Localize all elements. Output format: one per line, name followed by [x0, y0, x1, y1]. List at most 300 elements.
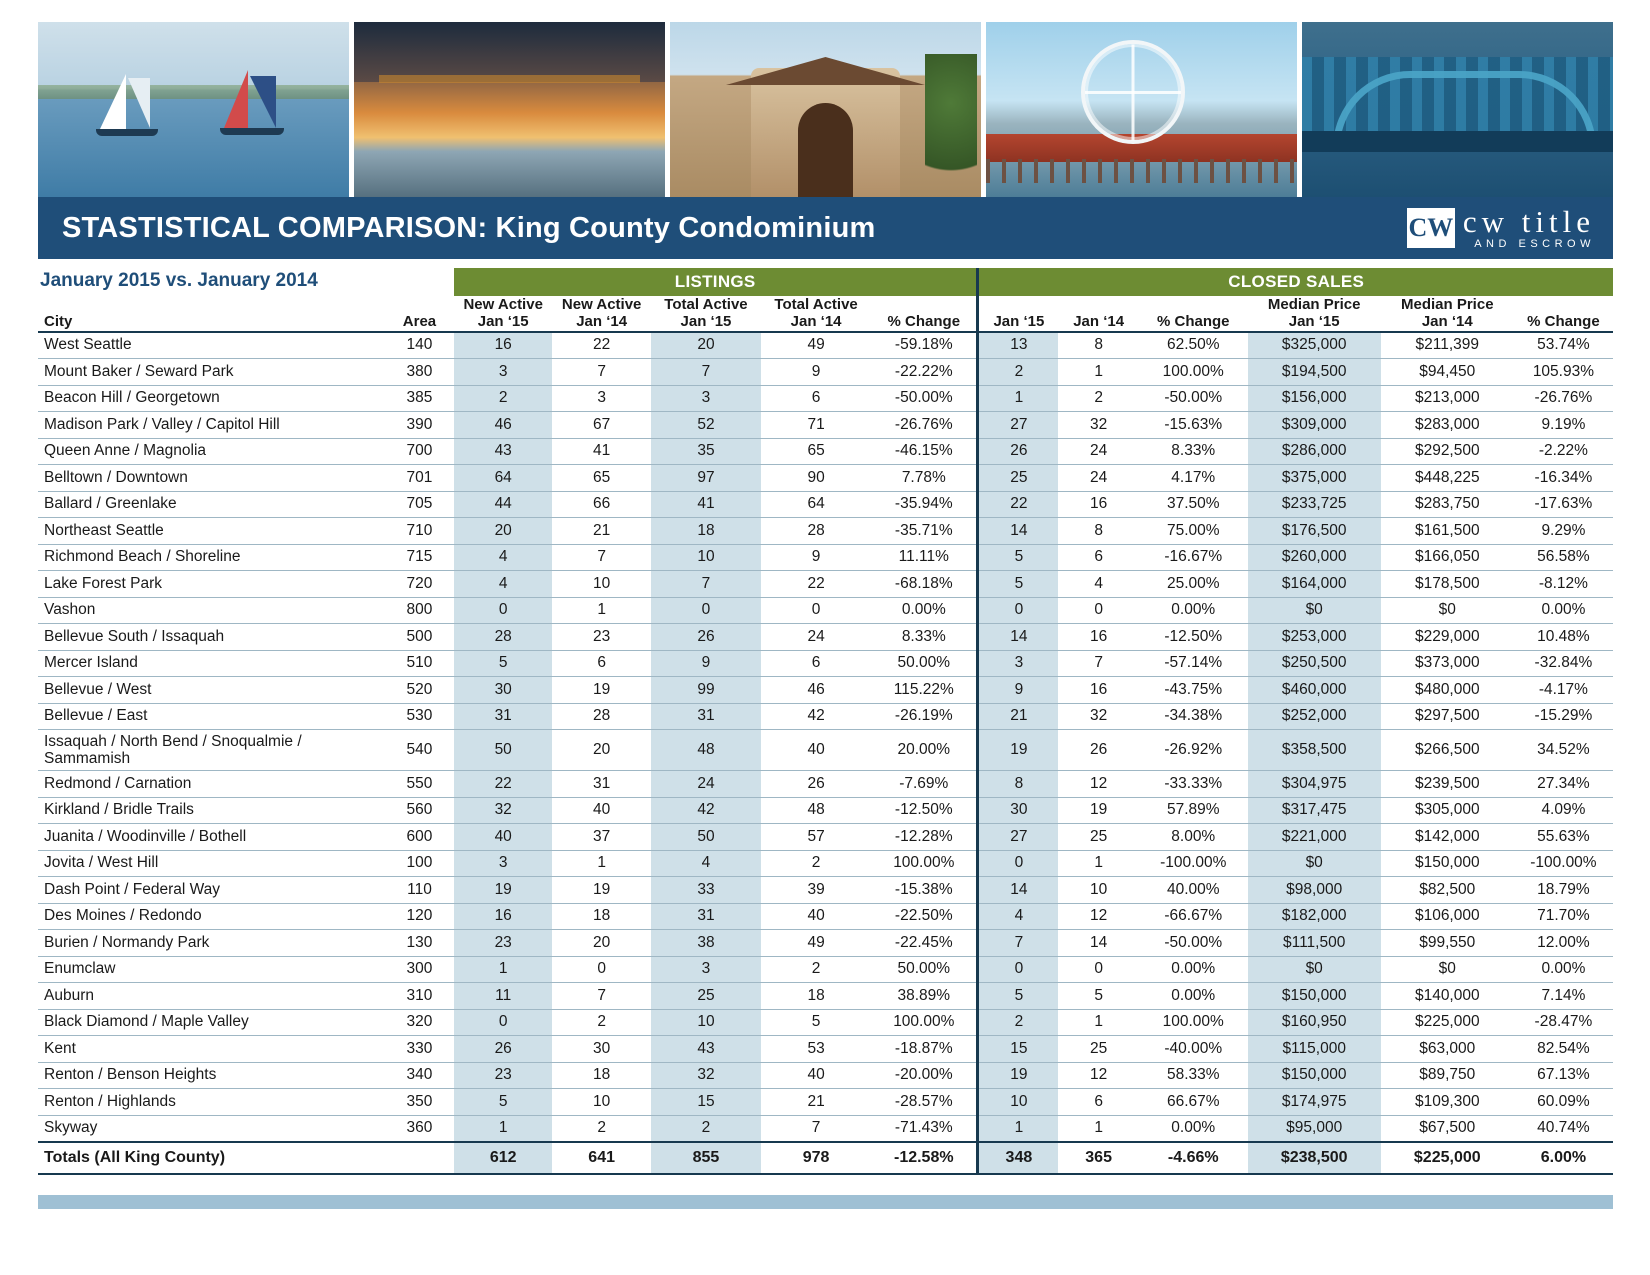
cell-new15: 30	[454, 677, 552, 704]
cell-new14: 30	[552, 1036, 650, 1063]
cell-tot14: 22	[761, 571, 871, 598]
cell-tot14: 6	[761, 385, 871, 412]
cell-tot15: 31	[651, 903, 761, 930]
cell-cs15: 1	[978, 1115, 1059, 1142]
cell-tot15: 35	[651, 438, 761, 465]
cell-tot15: 48	[651, 730, 761, 771]
cell-tot15: 32	[651, 1062, 761, 1089]
cell-cs14: 4	[1058, 571, 1138, 598]
cell-new14: 19	[552, 877, 650, 904]
cell-lchg: -12.28%	[871, 824, 978, 851]
cell-new15: 31	[454, 703, 552, 730]
cell-tot14: 9	[761, 544, 871, 571]
cell-new15: 43	[454, 438, 552, 465]
cell-city: Jovita / West Hill	[38, 850, 385, 877]
cell-tot15: 2	[651, 1115, 761, 1142]
cell-tot14: 21	[761, 1089, 871, 1116]
table-row	[38, 1062, 1613, 1089]
table-row	[38, 597, 1613, 624]
cell-mp15: $460,000	[1248, 677, 1381, 704]
cell-tot15: 33	[651, 877, 761, 904]
footer-band	[38, 1195, 1613, 1209]
table-row	[38, 703, 1613, 730]
house-photo	[670, 22, 981, 197]
cell-mp15: $325,000	[1248, 332, 1381, 359]
colhead-listings-change: % Change	[871, 313, 978, 331]
colhead-closed-15-top	[978, 296, 1059, 313]
cell-new15: 0	[454, 597, 552, 624]
table-row	[38, 385, 1613, 412]
title-bar	[38, 197, 1613, 259]
cell-new14: 7	[552, 544, 650, 571]
cell-mchg: 4.09%	[1514, 797, 1613, 824]
cell-new15: 20	[454, 518, 552, 545]
cell-cchg: -16.67%	[1139, 544, 1248, 571]
cell-mp14: $283,750	[1381, 491, 1514, 518]
cell-city: Juanita / Woodinville / Bothell	[38, 824, 385, 851]
cell-mp15: $260,000	[1248, 544, 1381, 571]
cell-new14: 7	[552, 359, 650, 386]
cell-city: Burien / Normandy Park	[38, 930, 385, 957]
cell-lchg: -18.87%	[871, 1036, 978, 1063]
sail-shape	[224, 70, 248, 128]
sail-shape	[100, 74, 126, 129]
cell-city: Dash Point / Federal Way	[38, 877, 385, 904]
cell-new14: 67	[552, 412, 650, 439]
cell-mp15: $286,000	[1248, 438, 1381, 465]
statistics-table-wrapper	[38, 268, 1613, 1175]
cell-tot14: 0	[761, 597, 871, 624]
cell-new14: 22	[552, 332, 650, 359]
cell-mchg: 82.54%	[1514, 1036, 1613, 1063]
totals-area	[385, 1142, 454, 1174]
totals-new-active-14: 641	[552, 1142, 650, 1174]
cell-cchg: 62.50%	[1139, 332, 1248, 359]
roof-shape	[726, 57, 925, 85]
table-row	[38, 332, 1613, 359]
table-row	[38, 797, 1613, 824]
cell-cs15: 5	[978, 983, 1059, 1010]
table-row	[38, 877, 1613, 904]
cell-mp14: $99,550	[1381, 930, 1514, 957]
cell-cs14: 32	[1058, 412, 1138, 439]
colhead-new-active-14-sub: Jan ‘14	[552, 313, 650, 331]
cell-mp15: $0	[1248, 850, 1381, 877]
cell-new15: 5	[454, 1089, 552, 1116]
cell-cs15: 0	[978, 956, 1059, 983]
cell-mp15: $233,725	[1248, 491, 1381, 518]
cell-cs15: 8	[978, 771, 1059, 798]
cell-tot14: 53	[761, 1036, 871, 1063]
cell-cs14: 32	[1058, 703, 1138, 730]
cell-new15: 0	[454, 1009, 552, 1036]
cell-new15: 23	[454, 930, 552, 957]
cell-cchg: -15.63%	[1139, 412, 1248, 439]
cell-cs15: 0	[978, 597, 1059, 624]
cell-cs14: 6	[1058, 1089, 1138, 1116]
cell-area: 350	[385, 1089, 454, 1116]
cell-mp14: $0	[1381, 597, 1514, 624]
cell-tot14: 48	[761, 797, 871, 824]
cell-cchg: 8.33%	[1139, 438, 1248, 465]
cell-city: Renton / Highlands	[38, 1089, 385, 1116]
cell-new14: 6	[552, 650, 650, 677]
cell-cs15: 5	[978, 544, 1059, 571]
table-row	[38, 359, 1613, 386]
colhead-closed-change: % Change	[1139, 313, 1248, 331]
cell-mchg: 55.63%	[1514, 824, 1613, 851]
cell-cchg: 0.00%	[1139, 1115, 1248, 1142]
sunset-deck-photo	[354, 22, 665, 197]
cell-mp15: $309,000	[1248, 412, 1381, 439]
cell-area: 510	[385, 650, 454, 677]
cell-mp15: $150,000	[1248, 1062, 1381, 1089]
cell-cs14: 1	[1058, 1115, 1138, 1142]
cell-cs14: 12	[1058, 771, 1138, 798]
totals-closed-change: -4.66%	[1139, 1142, 1248, 1174]
cell-mchg: -17.63%	[1514, 491, 1613, 518]
cell-mp14: $106,000	[1381, 903, 1514, 930]
cell-cs14: 2	[1058, 385, 1138, 412]
colhead-median-change-top	[1514, 296, 1613, 313]
cell-area: 390	[385, 412, 454, 439]
cell-cchg: 25.00%	[1139, 571, 1248, 598]
cell-lchg: 11.11%	[871, 544, 978, 571]
colhead-new-active-14: New Active	[561, 296, 642, 313]
group-header-listings: LISTINGS	[454, 268, 978, 296]
cell-mchg: 0.00%	[1514, 956, 1613, 983]
cell-city: Ballard / Greenlake	[38, 491, 385, 518]
cell-lchg: 100.00%	[871, 1009, 978, 1036]
page-title: STASTISTICAL COMPARISON: King County Condominium	[62, 211, 876, 244]
cell-cs14: 12	[1058, 903, 1138, 930]
cell-lchg: -46.15%	[871, 438, 978, 465]
cell-lchg: -28.57%	[871, 1089, 978, 1116]
cell-area: 120	[385, 903, 454, 930]
cell-mp15: $375,000	[1248, 465, 1381, 492]
cell-city: Bellevue / East	[38, 703, 385, 730]
colhead-closed-14: Jan ‘14	[1058, 313, 1138, 331]
cell-area: 360	[385, 1115, 454, 1142]
cell-area: 320	[385, 1009, 454, 1036]
tree-shape	[925, 54, 977, 194]
cell-mp14: $448,225	[1381, 465, 1514, 492]
table-row	[38, 824, 1613, 851]
cell-cs14: 26	[1058, 730, 1138, 771]
cell-lchg: 7.78%	[871, 465, 978, 492]
cell-tot15: 52	[651, 412, 761, 439]
report-subtitle: January 2015 vs. January 2014	[40, 270, 318, 291]
cell-area: 130	[385, 930, 454, 957]
cell-mp15: $182,000	[1248, 903, 1381, 930]
cell-cs14: 24	[1058, 465, 1138, 492]
cell-new15: 11	[454, 983, 552, 1010]
cell-new15: 1	[454, 1115, 552, 1142]
cell-new14: 2	[552, 1009, 650, 1036]
cell-new15: 23	[454, 1062, 552, 1089]
cell-tot14: 40	[761, 903, 871, 930]
cell-lchg: 50.00%	[871, 956, 978, 983]
cell-cs15: 13	[978, 332, 1059, 359]
totals-median-change: 6.00%	[1514, 1142, 1613, 1174]
cell-cs15: 30	[978, 797, 1059, 824]
cell-cs15: 19	[978, 1062, 1059, 1089]
cell-city: Redmond / Carnation	[38, 771, 385, 798]
cell-mchg: 40.74%	[1514, 1115, 1613, 1142]
colhead-median-change: % Change	[1514, 313, 1613, 331]
cell-mchg: -4.17%	[1514, 677, 1613, 704]
colhead-listings-change-top	[871, 296, 978, 313]
cell-mchg: -26.76%	[1514, 385, 1613, 412]
cell-mp15: $252,000	[1248, 703, 1381, 730]
cell-tot15: 9	[651, 650, 761, 677]
cell-cchg: -57.14%	[1139, 650, 1248, 677]
cell-mchg: 71.70%	[1514, 903, 1613, 930]
table-row	[38, 1115, 1613, 1142]
totals-closed-15: 348	[978, 1142, 1059, 1174]
company-logo	[1407, 206, 1595, 250]
cell-area: 385	[385, 385, 454, 412]
cell-cs15: 14	[978, 518, 1059, 545]
cell-lchg: 38.89%	[871, 983, 978, 1010]
cell-city: Renton / Benson Heights	[38, 1062, 385, 1089]
colhead-closed-15: Jan ‘15	[978, 313, 1059, 331]
cell-new14: 18	[552, 1062, 650, 1089]
cell-tot14: 18	[761, 983, 871, 1010]
cell-mchg: -32.84%	[1514, 650, 1613, 677]
cell-area: 110	[385, 877, 454, 904]
cell-mchg: 53.74%	[1514, 332, 1613, 359]
colhead-total-active-15: Total Active	[664, 296, 748, 313]
cell-tot15: 20	[651, 332, 761, 359]
cell-new15: 64	[454, 465, 552, 492]
cell-cs15: 0	[978, 850, 1059, 877]
cell-city: Madison Park / Valley / Capitol Hill	[38, 412, 385, 439]
photo-banner	[38, 22, 1613, 197]
cell-lchg: -20.00%	[871, 1062, 978, 1089]
table-row	[38, 624, 1613, 651]
cell-cchg: 100.00%	[1139, 1009, 1248, 1036]
cell-cs15: 22	[978, 491, 1059, 518]
cell-cs14: 0	[1058, 956, 1138, 983]
totals-closed-14: 365	[1058, 1142, 1138, 1174]
cell-cs15: 2	[978, 359, 1059, 386]
cell-lchg: 0.00%	[871, 597, 978, 624]
cell-cchg: 0.00%	[1139, 956, 1248, 983]
cell-lchg: -22.45%	[871, 930, 978, 957]
cell-cs14: 16	[1058, 677, 1138, 704]
colhead-closed-change-top	[1139, 296, 1248, 313]
cell-area: 700	[385, 438, 454, 465]
cell-tot15: 26	[651, 624, 761, 651]
cell-city: Des Moines / Redondo	[38, 903, 385, 930]
cell-cs14: 16	[1058, 491, 1138, 518]
cell-new14: 20	[552, 730, 650, 771]
cell-tot14: 90	[761, 465, 871, 492]
cell-tot14: 64	[761, 491, 871, 518]
table-row	[38, 1089, 1613, 1116]
cell-cs15: 26	[978, 438, 1059, 465]
cell-new14: 2	[552, 1115, 650, 1142]
table-row	[38, 850, 1613, 877]
cell-new14: 1	[552, 597, 650, 624]
cell-cs14: 25	[1058, 824, 1138, 851]
totals-total-active-14: 978	[761, 1142, 871, 1174]
cell-mp15: $221,000	[1248, 824, 1381, 851]
table-row	[38, 491, 1613, 518]
cell-mchg: 0.00%	[1514, 597, 1613, 624]
cell-lchg: -22.22%	[871, 359, 978, 386]
cell-cchg: -34.38%	[1139, 703, 1248, 730]
cell-cs14: 14	[1058, 930, 1138, 957]
cell-tot14: 2	[761, 956, 871, 983]
cell-area: 560	[385, 797, 454, 824]
cell-mchg: 105.93%	[1514, 359, 1613, 386]
cell-area: 600	[385, 824, 454, 851]
cell-cchg: 57.89%	[1139, 797, 1248, 824]
cell-mchg: 9.29%	[1514, 518, 1613, 545]
cell-new14: 0	[552, 956, 650, 983]
cell-cs14: 7	[1058, 650, 1138, 677]
cell-city: Beacon Hill / Georgetown	[38, 385, 385, 412]
table-row	[38, 930, 1613, 957]
ferris-wheel-photo	[986, 22, 1297, 197]
cell-cs14: 8	[1058, 518, 1138, 545]
cell-mchg: -8.12%	[1514, 571, 1613, 598]
cell-mp15: $156,000	[1248, 385, 1381, 412]
cell-mp14: $82,500	[1381, 877, 1514, 904]
table-row	[38, 518, 1613, 545]
cell-tot15: 38	[651, 930, 761, 957]
cell-lchg: -22.50%	[871, 903, 978, 930]
cell-cs15: 1	[978, 385, 1059, 412]
cell-area: 710	[385, 518, 454, 545]
cell-city: Queen Anne / Magnolia	[38, 438, 385, 465]
cell-mp14: $166,050	[1381, 544, 1514, 571]
table-row	[38, 412, 1613, 439]
cell-tot14: 49	[761, 930, 871, 957]
cell-cs15: 4	[978, 903, 1059, 930]
cell-city: Bellevue / West	[38, 677, 385, 704]
totals-label: Totals (All King County)	[38, 1142, 385, 1174]
cell-cs15: 27	[978, 412, 1059, 439]
cell-mp14: $94,450	[1381, 359, 1514, 386]
table-row	[38, 438, 1613, 465]
cell-new14: 10	[552, 571, 650, 598]
cell-city: Black Diamond / Maple Valley	[38, 1009, 385, 1036]
cell-mchg: 7.14%	[1514, 983, 1613, 1010]
cell-new15: 4	[454, 571, 552, 598]
cell-tot15: 15	[651, 1089, 761, 1116]
cell-new15: 40	[454, 824, 552, 851]
cell-city: Lake Forest Park	[38, 571, 385, 598]
table-row	[38, 730, 1613, 771]
cell-new15: 4	[454, 544, 552, 571]
cell-new15: 5	[454, 650, 552, 677]
cell-city: Vashon	[38, 597, 385, 624]
cell-cchg: -33.33%	[1139, 771, 1248, 798]
cell-lchg: -59.18%	[871, 332, 978, 359]
cell-mp15: $160,950	[1248, 1009, 1381, 1036]
colhead-closed-14-top	[1058, 296, 1138, 313]
cell-cchg: -43.75%	[1139, 677, 1248, 704]
cell-city: Kent	[38, 1036, 385, 1063]
cell-mp14: $142,000	[1381, 824, 1514, 851]
cell-mp14: $0	[1381, 956, 1514, 983]
cell-mp15: $250,500	[1248, 650, 1381, 677]
cell-cchg: -12.50%	[1139, 624, 1248, 651]
hull-shape	[96, 129, 158, 136]
cell-new15: 28	[454, 624, 552, 651]
table-body	[38, 332, 1613, 1143]
table-row	[38, 983, 1613, 1010]
table-row	[38, 903, 1613, 930]
cell-tot15: 97	[651, 465, 761, 492]
cell-tot14: 40	[761, 730, 871, 771]
cell-mp15: $304,975	[1248, 771, 1381, 798]
cell-mp14: $67,500	[1381, 1115, 1514, 1142]
cell-new14: 65	[552, 465, 650, 492]
logo-main-text: cw title	[1462, 204, 1595, 239]
cell-new14: 40	[552, 797, 650, 824]
cell-tot14: 46	[761, 677, 871, 704]
table-row	[38, 771, 1613, 798]
table-row	[38, 465, 1613, 492]
cell-tot15: 10	[651, 1009, 761, 1036]
cell-new15: 46	[454, 412, 552, 439]
cell-mp15: $358,500	[1248, 730, 1381, 771]
cell-cs14: 10	[1058, 877, 1138, 904]
cell-lchg: 20.00%	[871, 730, 978, 771]
logo-sub-text: AND ESCROW	[1474, 238, 1595, 250]
cell-mp14: $161,500	[1381, 518, 1514, 545]
cell-new14: 7	[552, 983, 650, 1010]
totals-listings-change: -12.58%	[871, 1142, 978, 1174]
cell-area: 500	[385, 624, 454, 651]
group-header-row	[38, 268, 1613, 296]
cell-area: 530	[385, 703, 454, 730]
cell-mp15: $95,000	[1248, 1115, 1381, 1142]
table-row	[38, 650, 1613, 677]
colhead-area: Area	[385, 313, 454, 331]
colhead-new-active-15-sub: Jan ‘15	[454, 313, 552, 331]
subtitle-cell	[38, 268, 454, 296]
cell-new14: 66	[552, 491, 650, 518]
cell-new15: 19	[454, 877, 552, 904]
column-subheader-row-top	[38, 296, 1613, 313]
cell-tot15: 7	[651, 359, 761, 386]
cell-cs14: 12	[1058, 1062, 1138, 1089]
cell-tot15: 24	[651, 771, 761, 798]
cell-tot14: 40	[761, 1062, 871, 1089]
cell-cs15: 7	[978, 930, 1059, 957]
cell-tot14: 2	[761, 850, 871, 877]
cell-area: 540	[385, 730, 454, 771]
cell-city: Belltown / Downtown	[38, 465, 385, 492]
cell-mp14: $150,000	[1381, 850, 1514, 877]
group-header-closed-sales: CLOSED SALES	[978, 268, 1613, 296]
cell-new15: 26	[454, 1036, 552, 1063]
cell-tot14: 57	[761, 824, 871, 851]
cell-cchg: -50.00%	[1139, 385, 1248, 412]
cell-cchg: 0.00%	[1139, 983, 1248, 1010]
cell-area: 330	[385, 1036, 454, 1063]
ferris-wheel-icon	[1081, 40, 1185, 144]
cell-mp14: $305,000	[1381, 797, 1514, 824]
cell-lchg: -35.71%	[871, 518, 978, 545]
cell-area: 701	[385, 465, 454, 492]
cell-mp15: $150,000	[1248, 983, 1381, 1010]
